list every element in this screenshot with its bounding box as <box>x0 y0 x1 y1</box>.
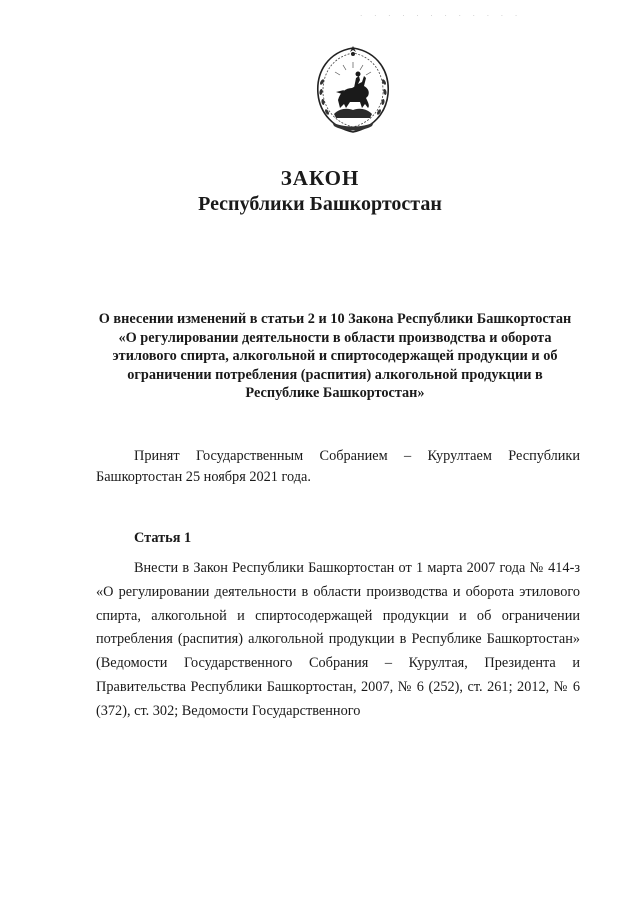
article-body: Внести в Закон Республики Башкортостан от 1 марта 2007 года № 414-з «О регулировании деятельности в области производства и оборота этилового спирта, алкогольной и спиртосодержащей продукции и об ограничении потребления (распития) алкогольной продукции в Республике Башкортостан» (Ведомости Государственного Собрания – Курултая, Президента и Правительства Республики Башкортостан, 2007, № 6 (252), ст. 261; 2012, № 6 (372), ст. 302; Ведомости Государственного <box>96 560 580 719</box>
document-title: ЗАКОН <box>280 166 360 190</box>
coat-of-arms-icon <box>310 42 396 138</box>
adoption-note: Принят Государственным Собранием – Курултаем Республики Башкортостан 25 ноября 2021 года. <box>96 448 580 485</box>
law-subject: О внесении изменений в статьи 2 и 10 Закона Республики Башкортостан «О регулировании деятельности в области производства и оборота этилового спирта, алкогольной и спиртосодержащей продукции и об ограничении потребления (распития) алкогольной продукции в Республике Башкортостан» <box>98 311 572 401</box>
article-heading: Статья 1 <box>134 530 192 546</box>
scan-artifact: · · · · · · · · · · · · <box>360 12 523 20</box>
document-subtitle: Республики Башкортостан <box>198 193 442 215</box>
